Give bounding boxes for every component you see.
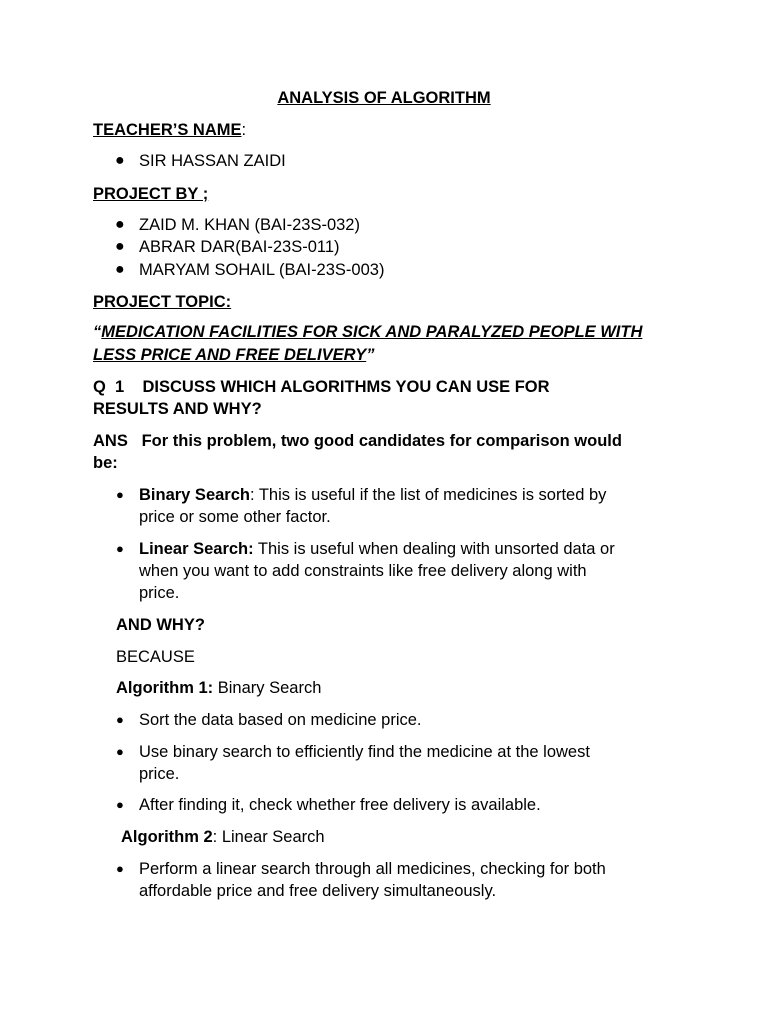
project-member-name: ABRAR DAR(BAI-23S-011)	[139, 238, 340, 256]
step-text: Perform a linear search through all medicines, checking for both	[139, 860, 606, 878]
algorithm-2-label: Algorithm 2	[121, 828, 213, 846]
project-topic	[93, 321, 658, 367]
project-member-item	[115, 259, 699, 281]
project-member-name: ZAID M. KHAN (BAI-23S-032)	[139, 216, 360, 234]
bullet-icon: ●	[115, 216, 125, 233]
bullet-icon: ●	[116, 744, 124, 759]
project-member-item	[115, 236, 699, 258]
step-text: Use binary search to efficiently find the medicine at the lowest	[139, 743, 590, 761]
bullet-icon: ●	[116, 541, 124, 556]
project-by-heading: PROJECT BY ;	[93, 185, 209, 203]
algorithm-2-heading	[121, 826, 711, 848]
teacher-name: SIR HASSAN ZAIDI	[139, 152, 286, 170]
step-text-line: affordable price and free delivery simultaneously.	[139, 882, 497, 900]
topic-text: MEDICATION FACILITIES FOR SICK AND PARALYZED PEOPLE WITH LESS PRICE AND FREE DELIVERY	[93, 323, 643, 364]
candidate-desc-line: when you want to add constraints like free delivery along with	[139, 562, 587, 580]
project-topic-heading: PROJECT TOPIC:	[93, 293, 232, 311]
candidate-item	[116, 484, 699, 506]
teacher-item	[115, 150, 699, 172]
bullet-icon: ●	[115, 152, 125, 169]
algorithm-1-step	[116, 794, 699, 816]
step-text-line: price.	[139, 765, 180, 783]
algorithm-1-step	[116, 709, 699, 731]
bullet-icon: ●	[116, 487, 124, 502]
bullet-icon: ●	[116, 861, 124, 876]
topic-close-quote: ”	[366, 346, 375, 364]
and-why-heading: AND WHY?	[116, 616, 205, 634]
document-title: ANALYSIS OF ALGORITHM	[277, 89, 491, 107]
question-line: RESULTS AND WHY?	[93, 400, 262, 418]
algorithm-1-name: Binary Search	[213, 679, 322, 697]
algorithm-2-name: : Linear Search	[212, 828, 325, 846]
algorithm-1-label: Algorithm 1:	[116, 679, 214, 697]
project-member-name: MARYAM SOHAIL (BAI-23S-003)	[139, 261, 385, 279]
bullet-icon: ●	[116, 797, 124, 812]
bullet-icon: ●	[115, 238, 125, 255]
answer-line: be:	[93, 454, 118, 472]
candidate-desc-line: price or some other factor.	[139, 508, 331, 526]
candidate-item	[116, 538, 699, 560]
teacher-colon: :	[241, 121, 247, 139]
candidate-desc: : This is useful if the list of medicines is sorted by	[249, 486, 607, 504]
candidate-name: Linear Search:	[139, 540, 254, 558]
candidate-name: Binary Search	[139, 486, 250, 504]
step-text: After finding it, check whether free delivery is available.	[139, 796, 541, 814]
answer-line: ANS For this problem, two good candidates for comparison would	[93, 432, 622, 450]
bullet-icon: ●	[116, 712, 124, 727]
topic-open-quote: “	[93, 323, 102, 341]
teacher-heading	[93, 119, 683, 141]
project-member-item	[115, 214, 699, 236]
because-text: BECAUSE	[116, 648, 195, 666]
question-line: Q 1 DISCUSS WHICH ALGORITHMS YOU CAN USE FOR	[93, 378, 550, 396]
step-text: Sort the data based on medicine price.	[139, 711, 422, 729]
candidate-desc: This is useful when dealing with unsorted data or	[253, 540, 615, 558]
algorithm-1-step	[116, 741, 699, 763]
teacher-label: TEACHER’S NAME	[93, 121, 242, 139]
candidate-desc-line: price.	[139, 584, 180, 602]
bullet-icon: ●	[115, 261, 125, 278]
algorithm-1-heading	[116, 677, 706, 699]
algorithm-2-step	[116, 858, 699, 880]
